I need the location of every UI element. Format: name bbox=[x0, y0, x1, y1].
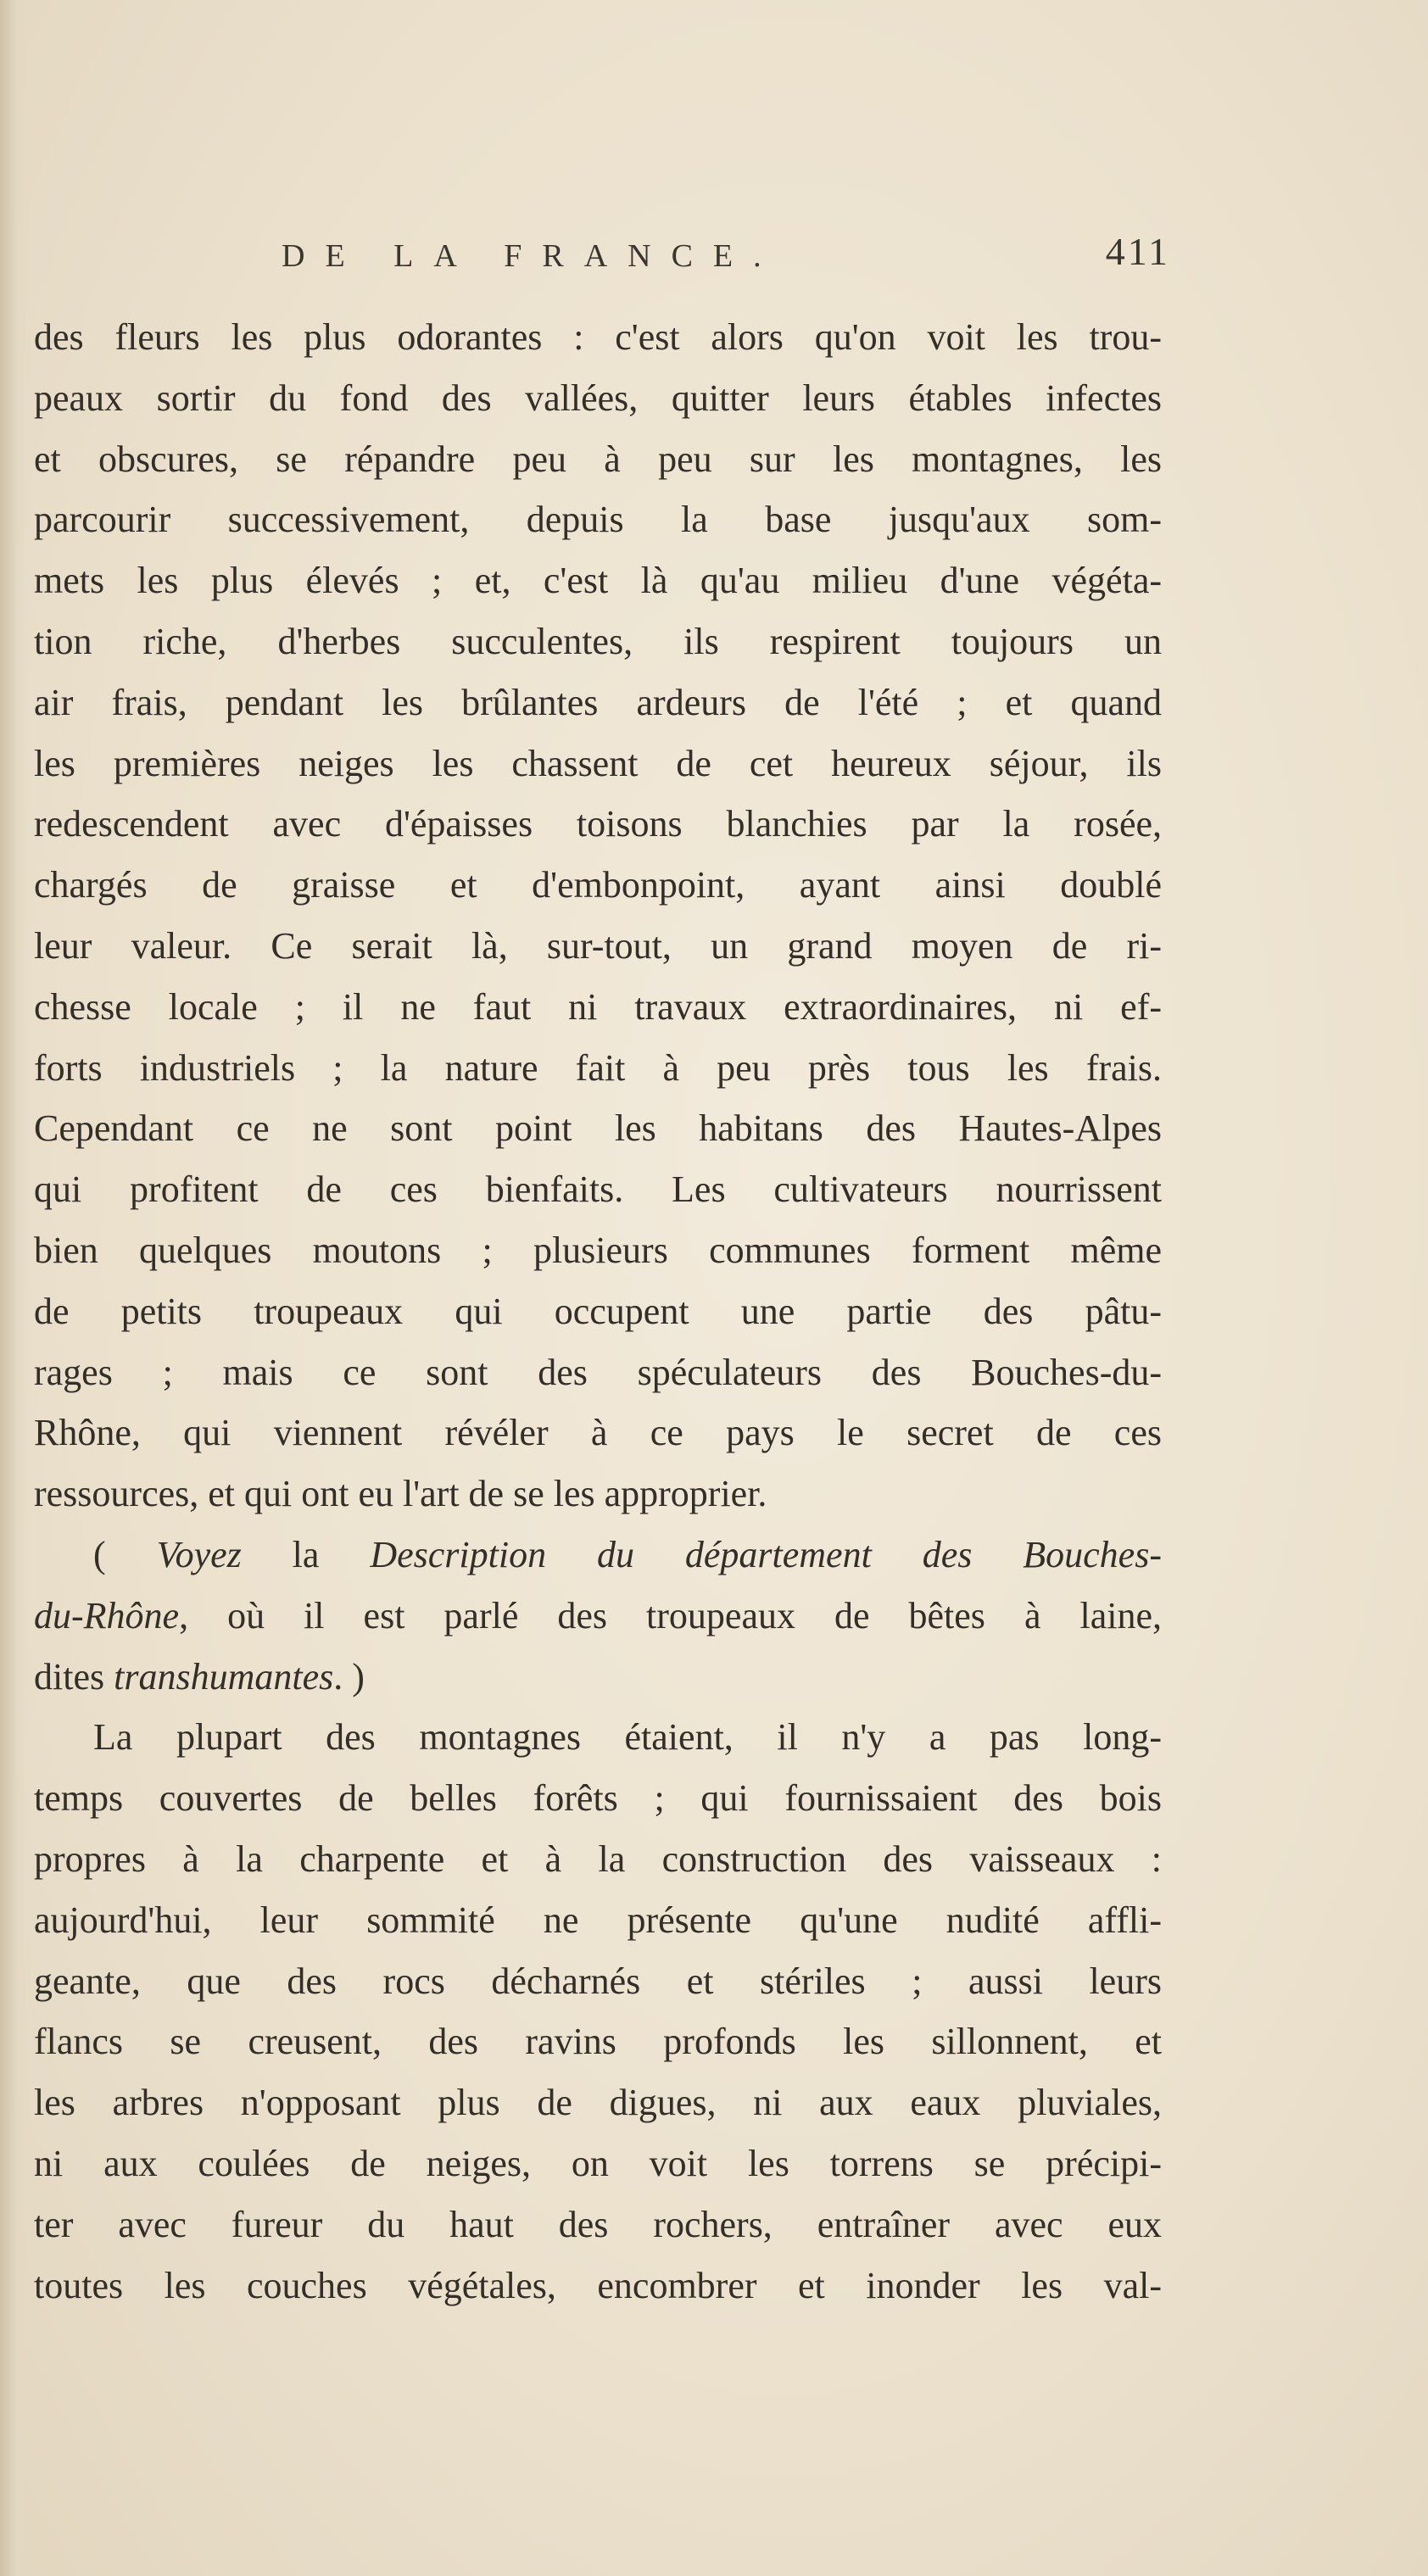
note-middle: , où il est parlé des troupeaux de bêtes à laine, bbox=[179, 1594, 1162, 1636]
body-text bbox=[34, 307, 1162, 2316]
text-line: Cependant ce ne sont point les habitans des Hautes-Alpes bbox=[34, 1107, 1162, 1150]
note-transhumantes: transhumantes bbox=[114, 1655, 334, 1698]
text-line: parcourir successivement, depuis la base jusqu'aux som- bbox=[34, 499, 1162, 541]
text-line: temps couvertes de belles forêts ; qui fournissaient des bois bbox=[34, 1777, 1162, 1820]
text-line: ressources, et qui ont eu l'art de se les approprier. bbox=[34, 1473, 767, 1515]
text-line: La plupart des montagnes étaient, il n'y a pas long- bbox=[93, 1716, 1162, 1759]
text-line: forts industriels ; la nature fait à peu près tous les frais. bbox=[34, 1046, 1162, 1089]
text-line: air frais, pendant les brûlantes ardeurs de l'été ; et quand bbox=[34, 681, 1162, 723]
text-line: Rhône, qui viennent révéler à ce pays le secret de ces bbox=[34, 1412, 1162, 1454]
text-line: aujourd'hui, leur sommité ne présente qu'une nudité affli- bbox=[34, 1899, 1162, 1941]
note-la: la bbox=[241, 1533, 371, 1575]
text-line: les premières neiges les chassent de cet heureux séjour, ils bbox=[34, 742, 1162, 784]
text-line: de petits troupeaux qui occupent une partie des pâtu- bbox=[34, 1290, 1162, 1332]
page-header bbox=[229, 219, 1170, 287]
text-line: rages ; mais ce sont des spéculateurs des Bouches-du- bbox=[34, 1351, 1162, 1393]
note-line-3 bbox=[34, 1647, 1162, 1708]
text-line: flancs se creusent, des ravins profonds les sillonnent, et bbox=[34, 2021, 1162, 2063]
text-line: mets les plus élevés ; et, c'est là qu'au milieu d'une végéta- bbox=[34, 560, 1162, 602]
text-line: chesse locale ; il ne faut ni travaux extraordinaires, ni ef- bbox=[34, 985, 1162, 1028]
note-dites: dites bbox=[34, 1655, 114, 1698]
note-description-title: Description du département des Bouches- bbox=[370, 1533, 1162, 1575]
text-line: chargés de graisse et d'embonpoint, ayant ainsi doublé bbox=[34, 864, 1162, 906]
text-line: geante, que des rocs décharnés et stériles ; aussi leurs bbox=[34, 1960, 1162, 2002]
text-line: propres à la charpente et à la construction des vaisseaux : bbox=[34, 1837, 1162, 1880]
text-line: leur valeur. Ce serait là, sur-tout, un grand moyen de ri- bbox=[34, 924, 1162, 967]
note-voyez: Voyez bbox=[156, 1533, 242, 1575]
note-close-paren: . ) bbox=[333, 1655, 365, 1698]
text-line: des fleurs les plus odorantes : c'est alors qu'on voit les trou- bbox=[34, 316, 1162, 358]
text-line: toutes les couches végétales, encombrer et inonder les val- bbox=[34, 2264, 1162, 2306]
note-open-paren: ( bbox=[93, 1533, 157, 1575]
note-line-1 bbox=[34, 1525, 1162, 1586]
text-line: bien quelques moutons ; plusieurs communes forment même bbox=[34, 1229, 1162, 1271]
page-number: 411 bbox=[1105, 230, 1170, 273]
running-head: DE LA FRANCE. bbox=[282, 238, 782, 274]
text-line: tion riche, d'herbes succulentes, ils respirent toujours un bbox=[34, 620, 1162, 662]
note-line-2 bbox=[34, 1586, 1162, 1647]
text-line: et obscures, se répandre peu à peu sur les montagnes, les bbox=[34, 438, 1162, 480]
text-line: les arbres n'opposant plus de digues, ni aux eaux pluviales, bbox=[34, 2082, 1162, 2124]
text-line: peaux sortir du fond des vallées, quitter leurs étables infectes bbox=[34, 376, 1162, 419]
text-line: qui profitent de ces bienfaits. Les cultivateurs nourrissent bbox=[34, 1168, 1162, 1211]
binding-shadow bbox=[0, 0, 29, 2576]
note-rhone: du-Rhône bbox=[34, 1594, 180, 1636]
text-line: ni aux coulées de neiges, on voit les torrens se précipi- bbox=[34, 2142, 1162, 2184]
text-line: redescendent avec d'épaisses toisons blanchies par la rosée, bbox=[34, 803, 1162, 845]
text-line: ter avec fureur du haut des rochers, entraîner avec eux bbox=[34, 2203, 1162, 2245]
